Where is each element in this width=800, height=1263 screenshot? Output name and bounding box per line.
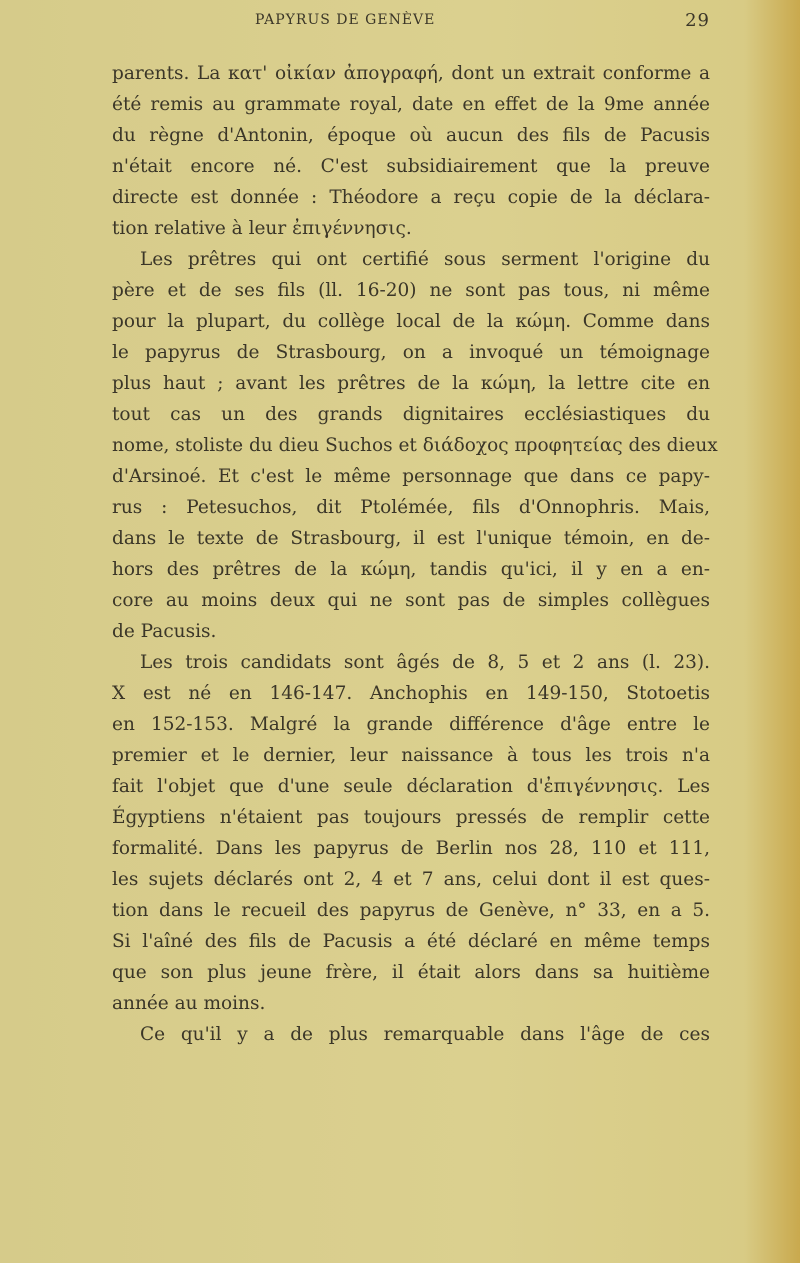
text-line: Si l'aîné des fils de Pacusis a été déclaré en même temps <box>112 931 710 952</box>
text-line: les sujets déclarés ont 2, 4 et 7 ans, celui dont il est ques- <box>112 869 710 890</box>
text-line: Les prêtres qui ont certifié sous serment l'origine du <box>140 249 710 270</box>
text-line: Égyptiens n'étaient pas toujours pressés de remplir cette <box>112 807 710 828</box>
text-line: formalité. Dans les papyrus de Berlin nos 28, 110 et 111, <box>112 838 710 859</box>
body-text <box>112 58 718 1050</box>
text-line: dans le texte de Strasbourg, il est l'unique témoin, en de- <box>112 528 710 549</box>
text-line: nome, stoliste du dieu Suchos et διάδοχος προφητείας des dieux <box>112 435 718 456</box>
text-line: hors des prêtres de la κώμη, tandis qu'ici, il y en a en- <box>112 559 710 580</box>
text-line: du règne d'Antonin, époque où aucun des fils de Pacusis <box>112 125 710 146</box>
text-line: tion relative à leur ἐπιγέννησις. <box>112 218 412 239</box>
text-line: de Pacusis. <box>112 621 217 642</box>
text-line: core au moins deux qui ne sont pas de simples collègues <box>112 590 710 611</box>
text-line: d'Arsinoé. Et c'est le même personnage que dans ce papy- <box>112 466 710 487</box>
text-line: n'était encore né. C'est subsidiairement que la preuve <box>112 156 710 177</box>
running-header <box>255 12 710 38</box>
text-line: pour la plupart, du collège local de la κώμη. Comme dans <box>112 311 710 332</box>
text-line: en 152-153. Malgré la grande différence d'âge entre le <box>112 714 710 735</box>
text-line: tion dans le recueil des papyrus de Genève, n° 33, en a 5. <box>112 900 710 921</box>
text-line: directe est donnée : Théodore a reçu copie de la déclara- <box>112 187 710 208</box>
text-line: rus : Petesuchos, dit Ptolémée, fils d'Onnophris. Mais, <box>112 497 710 518</box>
text-line: Les trois candidats sont âgés de 8, 5 et 2 ans (l. 23). <box>140 652 710 673</box>
text-line: tout cas un des grands dignitaires ecclésiastiques du <box>112 404 710 425</box>
text-line: année au moins. <box>112 993 266 1014</box>
header-title: PAPYRUS DE GENÈVE <box>255 12 436 28</box>
text-line: père et de ses fils (ll. 16-20) ne sont pas tous, ni même <box>112 280 710 301</box>
text-line: premier et le dernier, leur naissance à tous les trois n'a <box>112 745 710 766</box>
text-line: le papyrus de Strasbourg, on a invoqué un témoignage <box>112 342 710 363</box>
text-line: plus haut ; avant les prêtres de la κώμη, la lettre cite en <box>112 373 710 394</box>
text-line: X est né en 146-147. Anchophis en 149-150, Stotoetis <box>112 683 710 704</box>
text-line: fait l'objet que d'une seule déclaration d'ἐπιγέννησις. Les <box>112 776 710 797</box>
text-line: Ce qu'il y a de plus remarquable dans l'âge de ces <box>140 1024 710 1045</box>
text-line: parents. La κατ' οἰκίαν ἀπογραφή, dont un extrait conforme a <box>112 63 710 84</box>
text-line: que son plus jeune frère, il était alors dans sa huitième <box>112 962 710 983</box>
text-line: été remis au grammate royal, date en effet de la 9me année <box>112 94 710 115</box>
page-number: 29 <box>685 10 710 31</box>
